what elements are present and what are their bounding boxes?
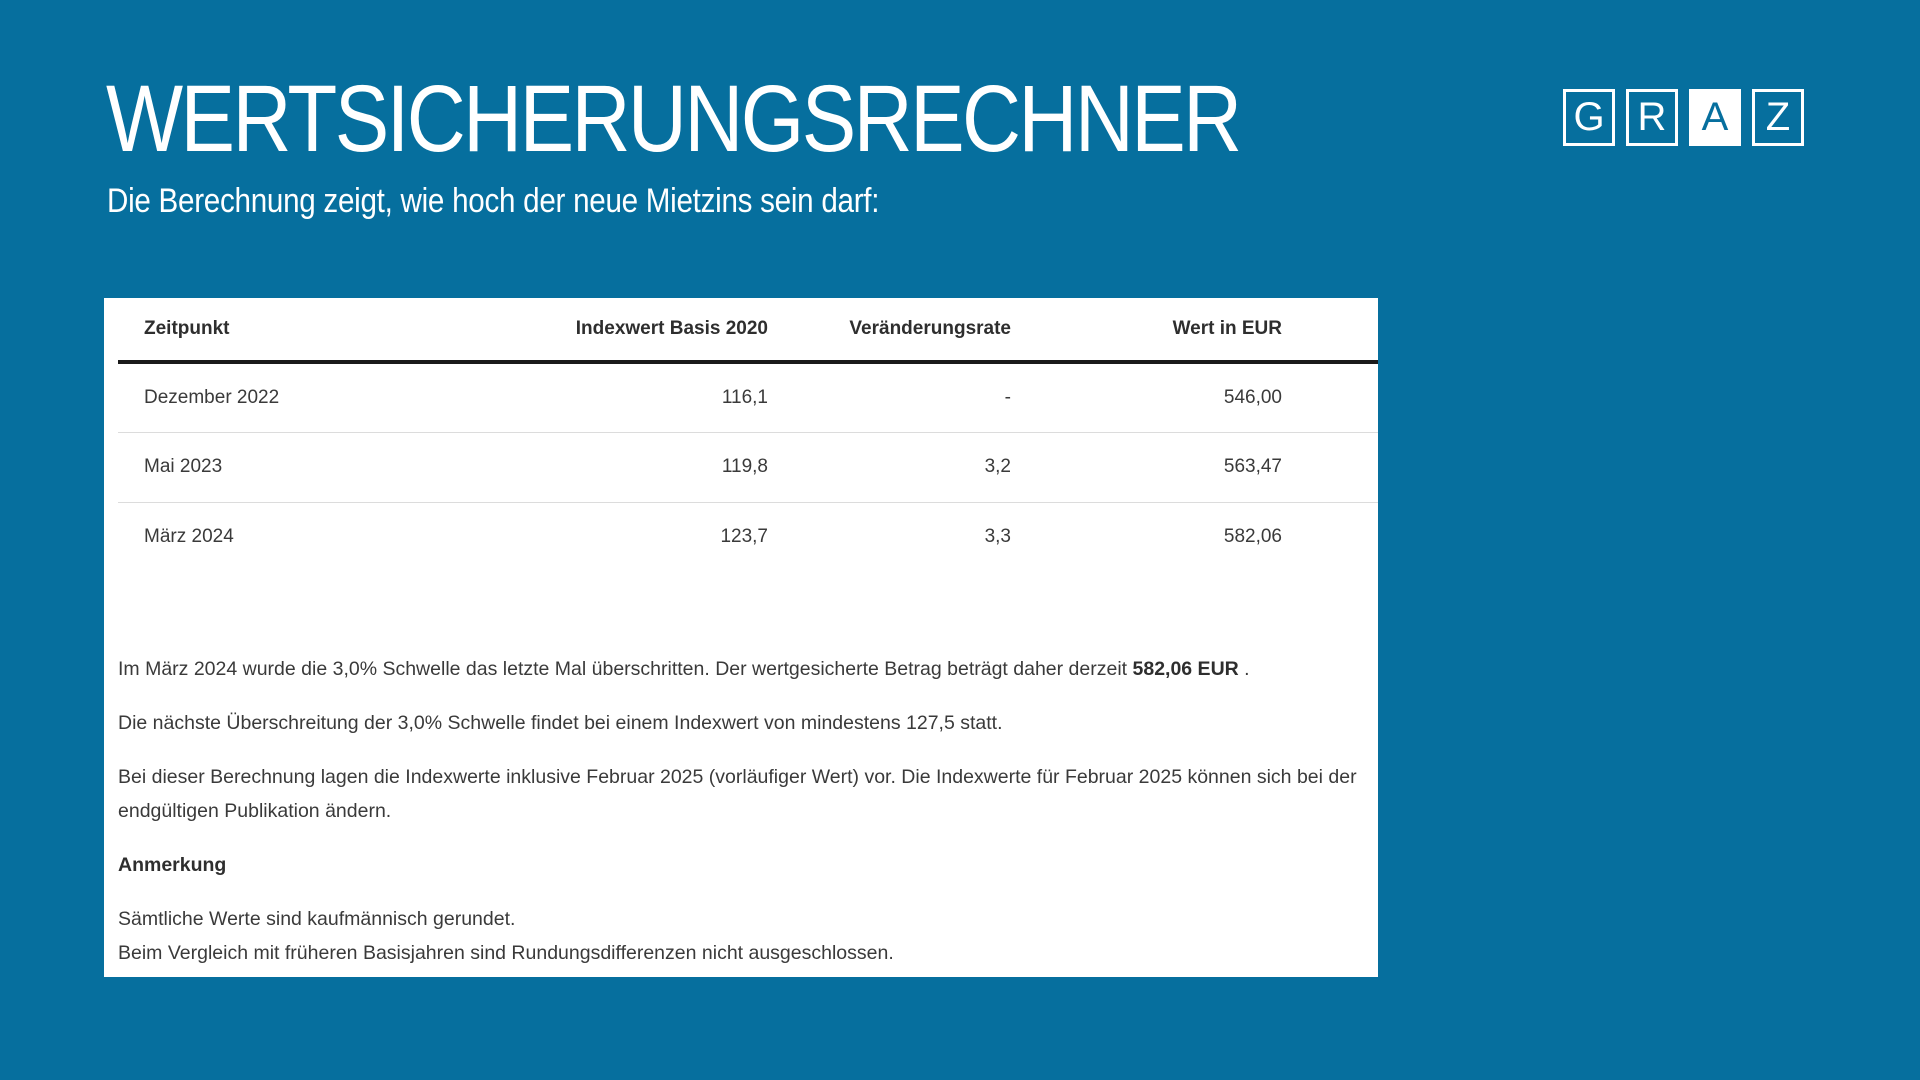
cell-wert: 546,00	[1223, 386, 1282, 408]
cell-spacer	[1282, 502, 1378, 572]
notes-section	[118, 652, 1366, 970]
note-heading-anmerkung: Anmerkung	[118, 854, 227, 876]
note-rounding	[118, 902, 1366, 970]
page-title: WERTSICHERUNGSRECHNER	[106, 66, 1240, 172]
column-header-indexwert: Indexwert Basis 2020	[498, 298, 768, 362]
column-header-zeitpunkt: Zeitpunkt	[118, 298, 498, 362]
page-subtitle: Die Berechnung zeigt, wie hoch der neue Mietzins sein darf:	[107, 182, 880, 220]
cell-spacer	[1282, 432, 1378, 502]
logo-box-z	[1752, 89, 1804, 146]
cell-zeitpunkt: Mai 2023	[144, 456, 223, 477]
cell-indexwert: 123,7	[720, 526, 768, 548]
note-next-threshold: Die nächste Überschreitung der 3,0% Schwelle findet bei einem Indexwert von mindestens 127,5 statt.	[118, 712, 1003, 734]
cell-wert: 582,06	[1223, 526, 1282, 548]
column-header-veraenderungsrate: Veränderungsrate	[768, 298, 1011, 362]
results-table	[118, 298, 1378, 572]
logo-letter-g: G	[1573, 94, 1605, 139]
cell-indexwert: 116,1	[721, 386, 768, 408]
note-rounding-line2: Beim Vergleich mit früheren Basisjahren sind Rundungsdifferenzen nicht ausgeschlossen.	[118, 942, 894, 964]
table-row	[118, 502, 1378, 572]
cell-wert: 563,47	[1223, 456, 1282, 477]
logo-box-g	[1563, 89, 1615, 146]
cell-zeitpunkt: Dezember 2022	[144, 386, 280, 408]
column-header-wert-eur: Wert in EUR	[1011, 298, 1282, 362]
table-row	[118, 362, 1378, 432]
logo-letter-r: R	[1637, 94, 1667, 139]
logo-box-a	[1689, 89, 1741, 146]
note-rounding-line1: Sämtliche Werte sind kaufmännisch gerundet.	[118, 908, 516, 930]
cell-rate: 3,2	[984, 456, 1011, 477]
cell-indexwert: 119,8	[721, 456, 768, 477]
column-header-spacer	[1282, 298, 1378, 362]
note-current-value	[118, 652, 1366, 686]
table-row	[118, 432, 1378, 502]
cell-zeitpunkt: März 2024	[144, 526, 234, 548]
logo-box-r	[1626, 89, 1678, 146]
note-current-value-amount: 582,06 EUR	[1132, 658, 1239, 680]
note-current-value-post: .	[1238, 658, 1250, 680]
results-panel	[104, 298, 1378, 977]
cell-rate: 3,3	[984, 526, 1011, 548]
note-current-value-pre: Im März 2024 wurde die 3,0% Schwelle das letzte Mal überschritten. Der wertgesicherte Betrag beträgt daher derzeit	[118, 658, 1133, 680]
table-header-row	[118, 298, 1378, 362]
logo-letter-z: Z	[1765, 94, 1791, 139]
graz-logo[interactable]	[1563, 89, 1804, 146]
logo-letter-a: A	[1701, 94, 1729, 139]
cell-spacer	[1282, 362, 1378, 432]
note-preliminary-values: Bei dieser Berechnung lagen die Indexwerte inklusive Februar 2025 (vorläufiger Wert) vor. Die Indexwerte für Februar 2025 können sich bei der endgültigen Publikation ändern.	[118, 766, 1357, 822]
cell-rate: -	[1004, 386, 1011, 408]
